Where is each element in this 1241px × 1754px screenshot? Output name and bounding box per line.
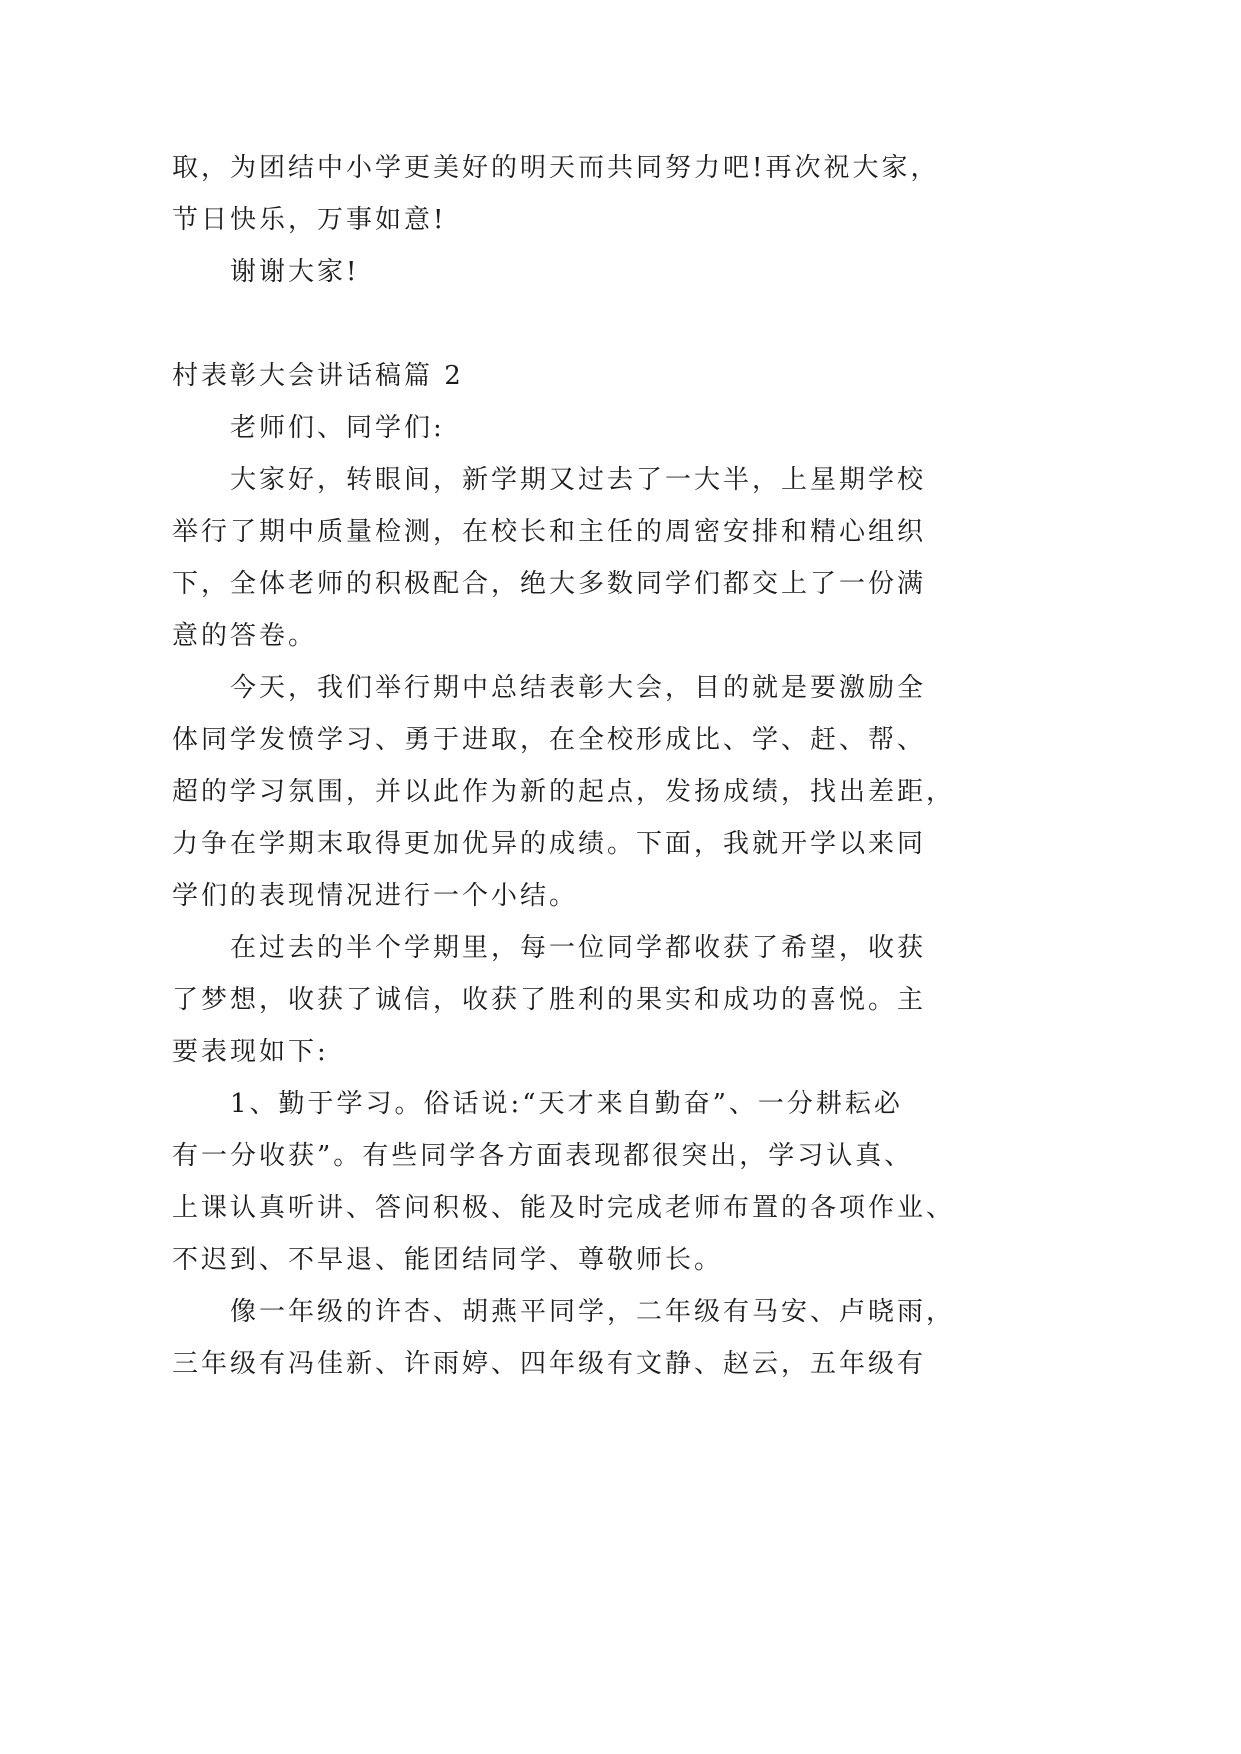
- text-line: 老师们、同学们:: [230, 413, 445, 443]
- text-line: 有一分收获”。有些同学各方面表现都很突出，学习认真、: [172, 1141, 914, 1171]
- text-line: 超的学习氛围，并以此作为新的起点，发扬成绩，找出差距，: [172, 777, 956, 807]
- paragraph: [172, 454, 1072, 662]
- text-line: 举行了期中质量检测，在校长和主任的周密安排和精心组织: [172, 517, 927, 547]
- continued-paragraph: [172, 142, 1072, 246]
- closing-line: 谢谢大家!: [230, 257, 360, 287]
- text-line: 学们的表现情况进行一个小结。: [172, 881, 579, 911]
- text-line: 1、勤于学习。俗话说:“天才来自勤奋”、一分耕耘必: [230, 1089, 903, 1119]
- text-line: 要表现如下:: [172, 1037, 329, 1067]
- text-line: 节日快乐，万事如意!: [172, 205, 447, 235]
- text-line: 今天，我们举行期中总结表彰大会，目的就是要激励全: [230, 673, 927, 703]
- text-line: 在过去的半个学期里，每一位同学都收获了希望，收获: [230, 933, 927, 963]
- text-line: 像一年级的许杏、胡燕平同学，二年级有马安、卢晓雨，: [230, 1297, 956, 1327]
- text-line: 取，为团结中小学更美好的明天而共同努力吧!再次祝大家，: [172, 153, 940, 183]
- text-line: 不迟到、不早退、能团结同学、尊敬师长。: [172, 1245, 724, 1275]
- paragraph: [172, 1078, 1072, 1286]
- closing-paragraph: [172, 246, 1072, 298]
- section-heading: 村表彰大会讲话稿篇 2: [172, 361, 464, 391]
- text-line: 上课认真听讲、答问积极、能及时完成老师布置的各项作业、: [172, 1193, 956, 1223]
- text-line: 体同学发愤学习、勇于进取，在全校形成比、学、赶、帮、: [172, 725, 927, 755]
- text-line: 了梦想，收获了诚信，收获了胜利的果实和成功的喜悦。主: [172, 985, 927, 1015]
- text-line: 意的答卷。: [172, 621, 318, 651]
- paragraph: [172, 662, 1072, 922]
- text-line: 下，全体老师的积极配合，绝大多数同学们都交上了一份满: [172, 569, 927, 599]
- paragraph: [172, 1286, 1072, 1390]
- text-line: 大家好，转眼间，新学期又过去了一大半，上星期学校: [230, 465, 927, 495]
- document-body: [172, 142, 1072, 1390]
- text-line: 力争在学期末取得更加优异的成绩。下面，我就开学以来同: [172, 829, 927, 859]
- paragraph: [172, 922, 1072, 1078]
- text-line: 三年级有冯佳新、许雨婷、四年级有文静、赵云，五年级有: [172, 1349, 927, 1379]
- salutation-paragraph: [172, 402, 1072, 454]
